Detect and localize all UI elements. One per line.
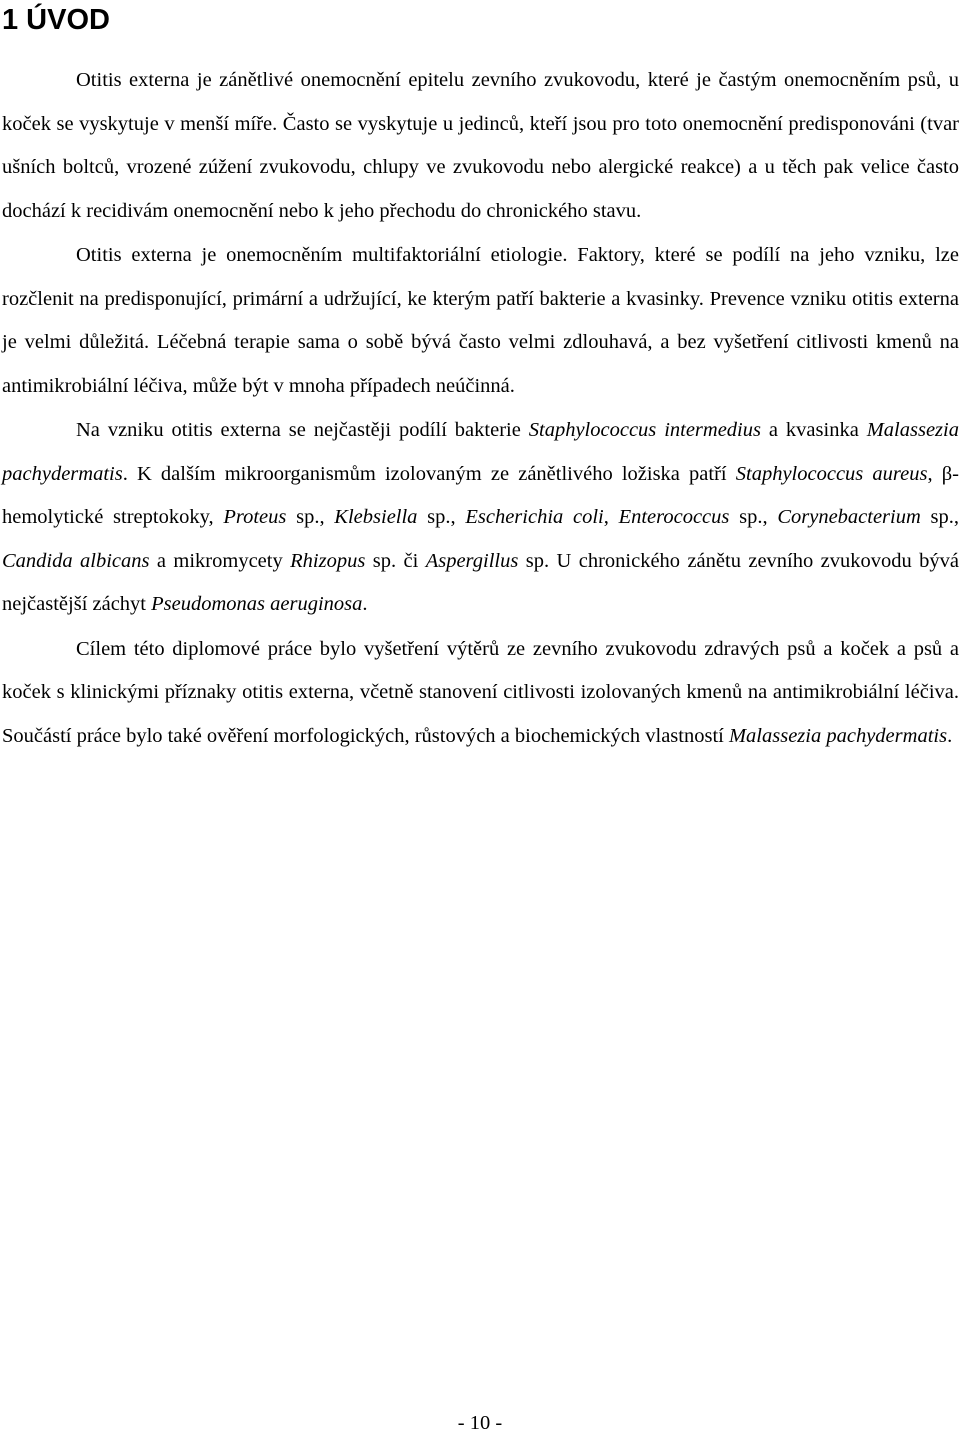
- text-run: sp.,: [920, 506, 959, 528]
- text-run: a mikromycety: [149, 549, 291, 572]
- text-run: sp. U chronického zánětu zevního zvukovodu bývá nejčastější záchyt: [2, 549, 960, 615]
- species-name: Malassezia pachydermatis: [2, 419, 959, 485]
- text-run: .: [947, 724, 953, 747]
- species-name: Proteus: [223, 506, 287, 528]
- body-text: [2, 59, 959, 758]
- species-name: Staphylococcus intermedius: [528, 419, 761, 441]
- text-run: sp.,: [286, 506, 335, 528]
- text-run: Otitis externa je onemocněním multifaktoriální etiologie. Faktory, které se podílí na jeho vzniku, lze rozčlenit na predisponující, primární a udržující, ke kterým patří bakterie a kvasinky. Prevence vzniku otitis externa je velmi důležitá. Léčebná terapie sama o sobě bývá často velmi zdlouhavá, a bez vyšetření citlivosti kmenů na antimikrobiální léčiva, může být v mnoha případech neúčinná.: [2, 244, 959, 397]
- text-run: . K dalším mikroorganismům izolovaným ze zánětlivého ložiska patří: [122, 462, 736, 485]
- paragraph-intro: [2, 59, 959, 233]
- page-number: - 10 -: [457, 1412, 503, 1434]
- text-run: a kvasinka: [760, 419, 867, 441]
- species-name: Corynebacterium: [777, 506, 921, 528]
- text-run: .: [362, 593, 368, 615]
- text-run: , β-hemolytické streptokoky,: [2, 462, 959, 528]
- text-run: Na vzniku otitis externa se nejčastěji podílí bakterie: [76, 419, 529, 441]
- species-name: Enterococcus: [618, 506, 730, 528]
- paragraph-aim: [2, 628, 959, 759]
- text-run: sp.,: [417, 506, 466, 528]
- paragraph-etiology: [2, 234, 959, 408]
- species-name: Rhizopus: [290, 549, 366, 572]
- text-run: Otitis externa je zánětlivé onemocnění epitelu zevního zvukovodu, které je častým onemocněním psů, u koček se vyskytuje v menší míře. Často se vyskytuje u jedinců, kteří jsou pro toto onemocnění predisponováni (tvar ušních boltců, vrozené zúžení zvukovodu, chlupy ve zvukovodu nebo alergické reakce) a u těch pak velice často dochází k recidivám onemocnění nebo k jeho přechodu do chronického stavu.: [2, 69, 959, 222]
- text-run: ,: [603, 506, 619, 528]
- species-name: Pseudomonas aeruginosa: [151, 593, 363, 615]
- species-name: Klebsiella: [334, 506, 418, 528]
- species-name: Aspergillus: [425, 549, 519, 572]
- species-name: Candida albicans: [2, 549, 150, 572]
- paragraph-microorganisms: [2, 409, 959, 627]
- species-name: Escherichia coli: [465, 506, 604, 528]
- species-name: Staphylococcus aureus: [735, 462, 928, 485]
- section-heading: 1 ÚVOD: [2, 4, 110, 36]
- text-run: sp. či: [365, 549, 426, 572]
- text-run: sp.,: [729, 506, 778, 528]
- species-name: Malassezia pachydermatis: [728, 724, 948, 747]
- text-run: Cílem této diplomové práce bylo vyšetření výtěrů ze zevního zvukovodu zdravých psů a koček a psů a koček s klinickými příznaky otitis externa, včetně stanovení citlivosti izolovaných kmenů na antimikrobiální léčiva. Součástí práce bylo také ověření morfologických, růstových a biochemických vlastností: [2, 637, 959, 747]
